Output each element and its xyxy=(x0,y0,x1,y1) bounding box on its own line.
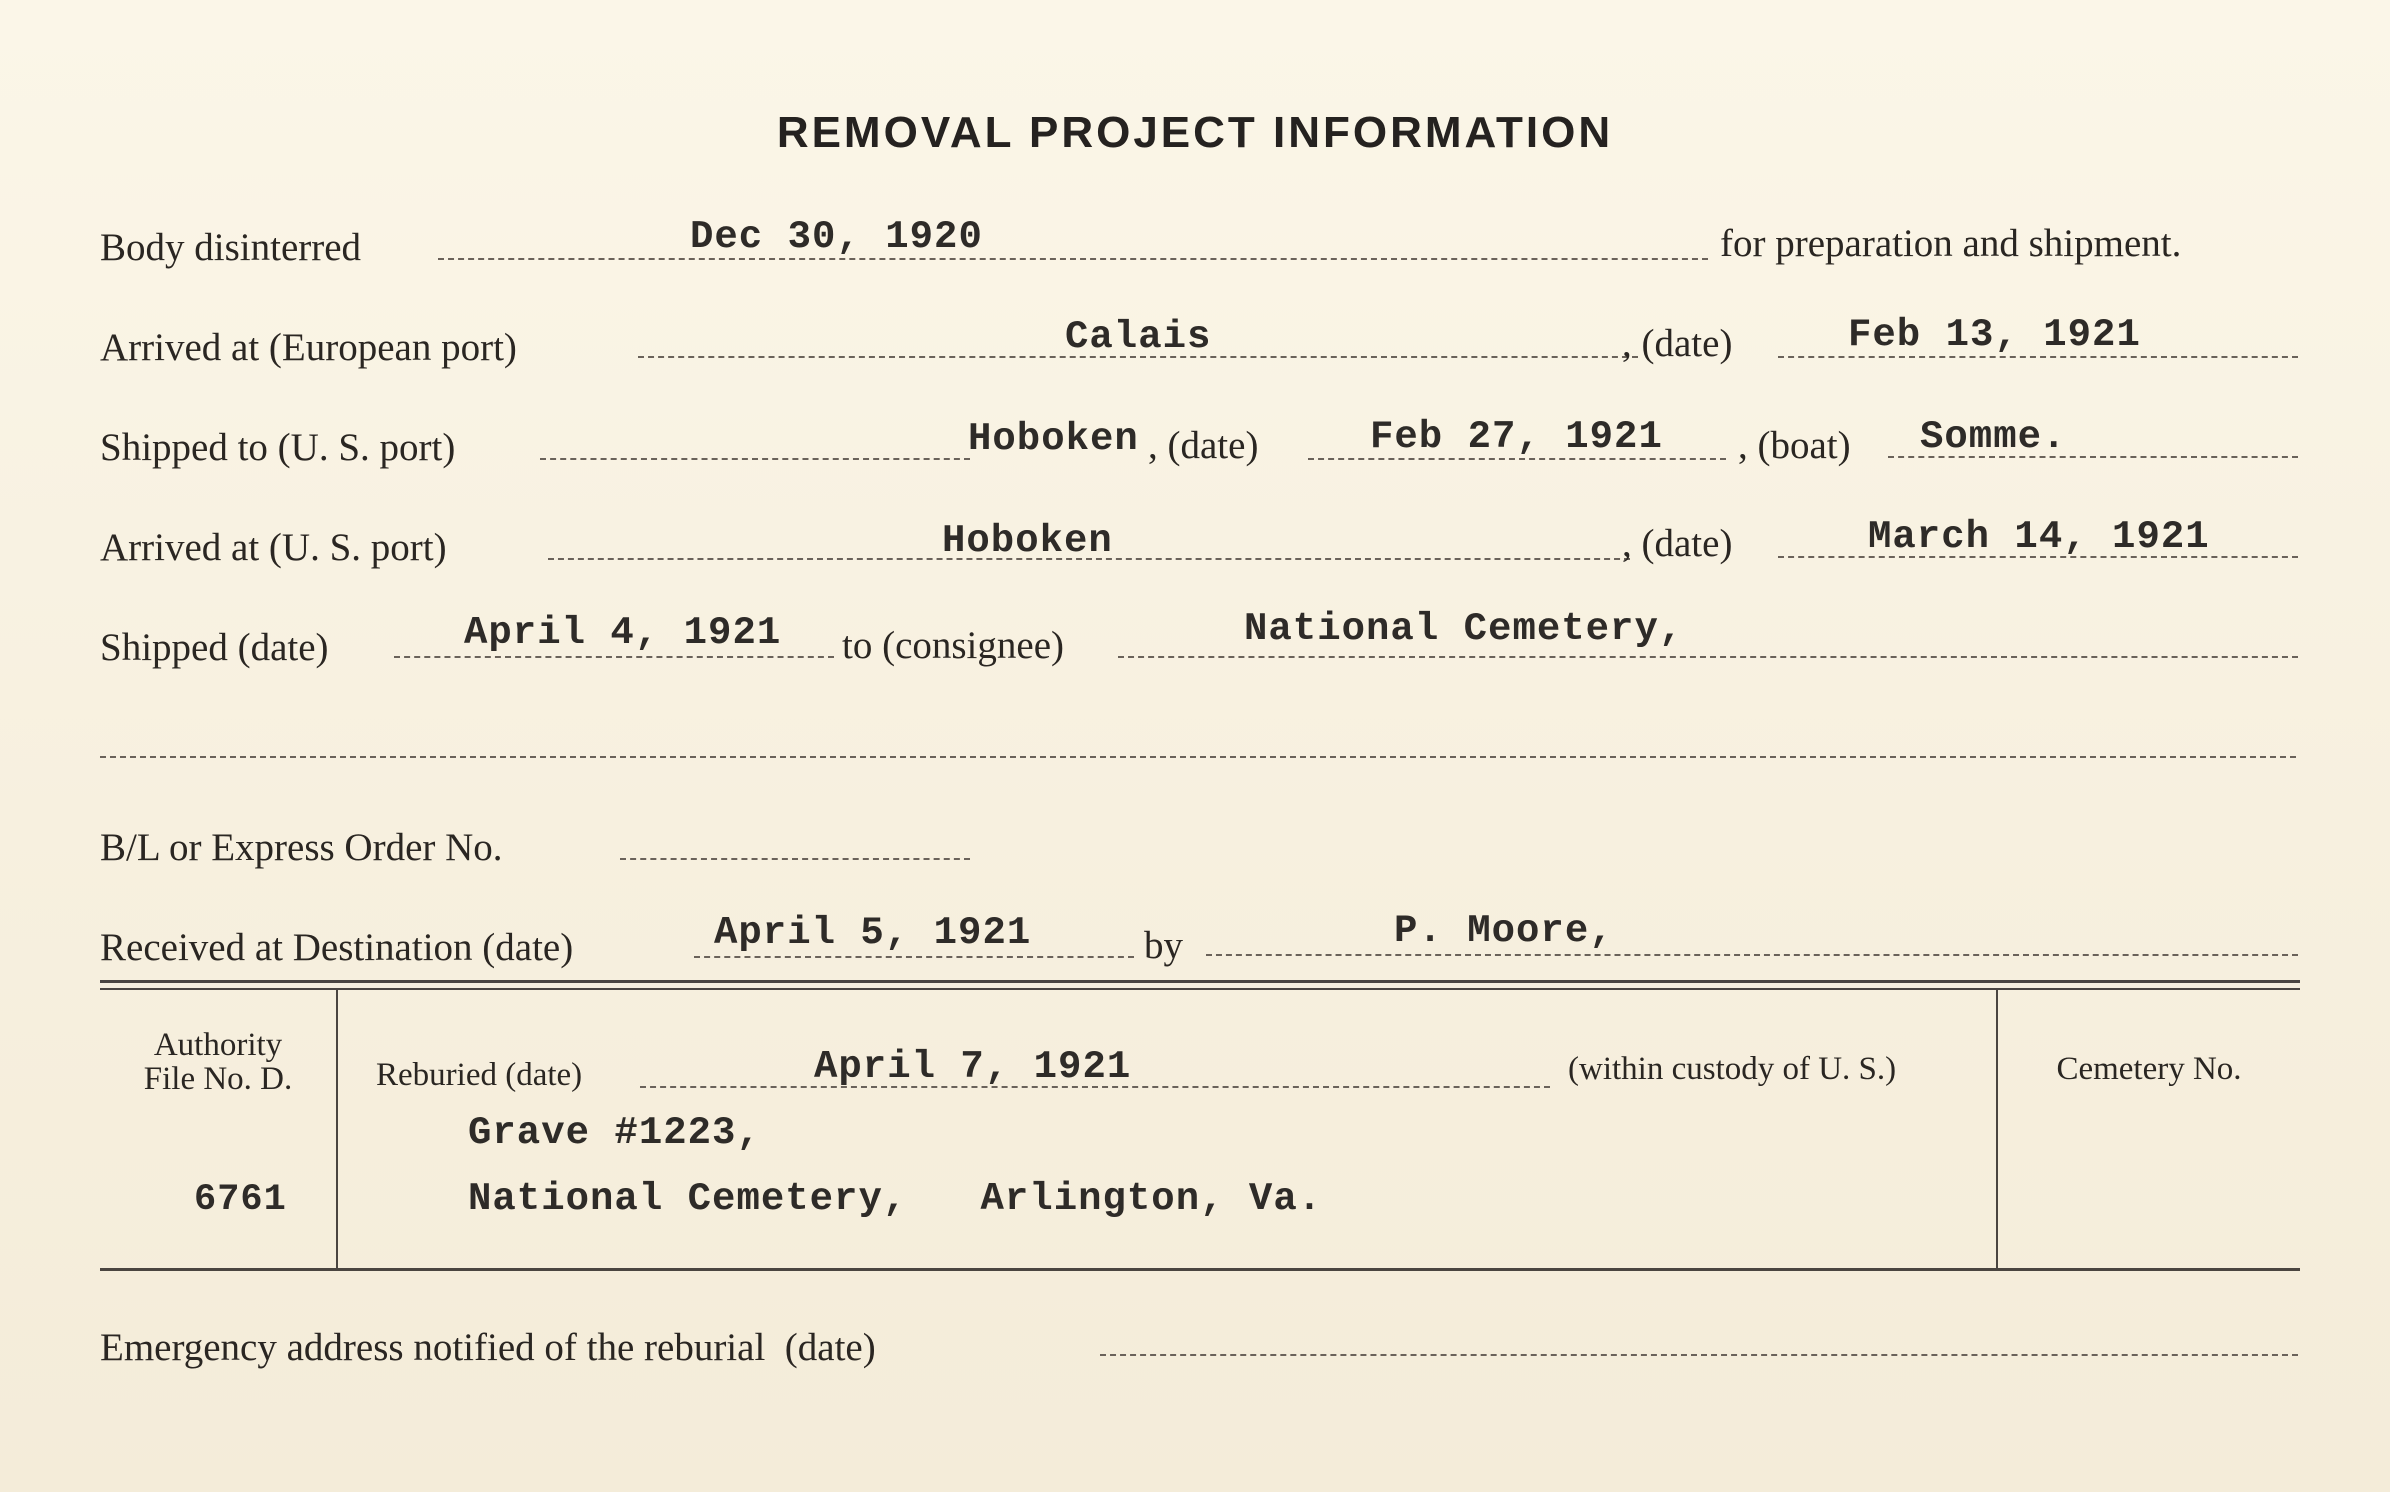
label-shipped-us-date: , (date) xyxy=(1148,424,1259,467)
label-boat: , (boat) xyxy=(1738,424,1851,467)
value-arrived-us-date: March 14, 1921 xyxy=(1868,515,2210,559)
value-reburied-date: April 7, 1921 xyxy=(814,1045,1132,1089)
field-line-emergency-date xyxy=(1100,1354,2298,1356)
value-received-by: P. Moore, xyxy=(1394,909,1614,953)
box-top-rule-1 xyxy=(100,980,2300,983)
label-cemetery-no: Cemetery No. xyxy=(2056,1051,2242,1087)
label-european-date: , (date) xyxy=(1622,322,1733,365)
label-bl-order: B/L or Express Order No. xyxy=(100,826,503,869)
field-line-received-by xyxy=(1206,954,2298,956)
value-consignee: National Cemetery, xyxy=(1244,607,1684,651)
field-line-consignee-continued xyxy=(100,756,2296,758)
field-line-shipped-us-port xyxy=(540,458,970,460)
value-boat: Somme. xyxy=(1920,415,2067,459)
label-arrived-us: Arrived at (U. S. port) xyxy=(100,526,447,569)
label-to-consignee: to (consignee) xyxy=(842,624,1065,667)
value-european-port: Calais xyxy=(1065,315,1212,359)
field-line-shipped-date xyxy=(394,656,834,658)
label-emergency-address: Emergency address notified of the reburial (date) xyxy=(100,1326,876,1369)
label-shipped-us: Shipped to (U. S. port) xyxy=(100,426,456,469)
label-reburied-date: Reburied (date) xyxy=(376,1057,583,1093)
value-received-date: April 5, 1921 xyxy=(714,911,1032,955)
field-line-bl-order xyxy=(620,858,970,860)
box-divider-right xyxy=(1996,990,1998,1268)
value-shipped-date: April 4, 1921 xyxy=(464,611,782,655)
field-line-received-date xyxy=(694,956,1134,958)
label-for-preparation: for preparation and shipment. xyxy=(1720,222,2182,265)
value-shipped-us-port: Hoboken xyxy=(968,417,1139,461)
label-within-custody: (within custody of U. S.) xyxy=(1568,1051,1897,1087)
value-grave: Grave #1223, xyxy=(468,1111,761,1155)
value-arrived-us-port: Hoboken xyxy=(942,519,1113,563)
label-shipped-date: Shipped (date) xyxy=(100,626,329,669)
label-body-disinterred: Body disinterred xyxy=(100,226,362,269)
label-arrived-european: Arrived at (European port) xyxy=(100,326,517,369)
label-arrived-us-date: , (date) xyxy=(1622,522,1733,565)
label-by: by xyxy=(1144,924,1183,967)
value-authority-file-no: 6761 xyxy=(194,1179,287,1221)
label-received-destination: Received at Destination (date) xyxy=(100,926,574,969)
value-disinterred-date: Dec 30, 1920 xyxy=(690,215,983,259)
box-bottom-rule xyxy=(100,1268,2300,1271)
label-authority: Authority xyxy=(153,1027,283,1063)
field-line-consignee xyxy=(1118,656,2298,658)
card-title: REMOVAL PROJECT INFORMATION xyxy=(776,108,1614,157)
box-top-rule-2 xyxy=(100,988,2300,990)
label-file-no: File No. D. xyxy=(143,1061,293,1097)
box-divider-left xyxy=(336,990,338,1268)
value-european-date: Feb 13, 1921 xyxy=(1848,313,2141,357)
field-line-disinterred xyxy=(438,258,1708,260)
value-cemetery-location: National Cemetery, Arlington, Va. xyxy=(468,1177,1323,1221)
value-shipped-us-date: Feb 27, 1921 xyxy=(1370,415,1663,459)
